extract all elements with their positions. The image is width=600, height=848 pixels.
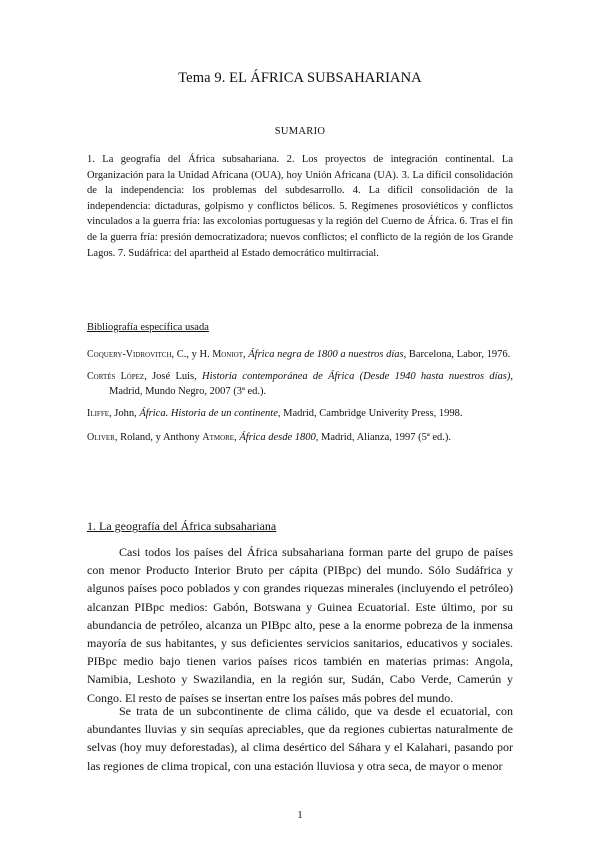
bibliography-publication: , Madrid, Mundo Negro, 2007 (3ª ed.). [109, 371, 514, 397]
bibliography-title: África negra de 1800 a nuestros días [248, 349, 404, 360]
bibliography-title: Historia contemporánea de África (Desde 1940 hasta nuestros días) [202, 371, 511, 382]
bibliography-publication: , Madrid, Alianza, 1997 (5ª ed.). [315, 432, 452, 443]
bibliography-entry [87, 430, 513, 445]
bibliography-author: Cortés López [87, 371, 145, 382]
bibliography-coauthor-rest: , [243, 349, 249, 360]
body-paragraph: Casi todos los países del África subsahariana forman parte del grupo de países con menor Producto Interior Bruto per cápita (PIBpc) del mundo. Sólo Sudáfrica y algunos países poco poblados y con grandes riquezas minerales (incluyendo el petróleo) alcanzan PIBpc medios: Gabón, Botswana y Guinea Ecuatorial. Este último, por su abundancia de petróleo, alcanza un PIBpc alto, pese a la enorme pobreza de la inmensa mayoría de sus habitantes, y sus deficientes servicios sanitarios, educativos y sociales. PIBpc medio bajo tienen varios países ricos también en materias primas: Angola, Namibia, Leshoto y Swazilandia, en la región sur, Sudán, Cabo Verde, Camerún y Congo. El resto de países se insertan entre los países más pobres del mundo. [87, 545, 513, 705]
bibliography-coauthor: Atmore [202, 432, 235, 443]
bibliography-heading: Bibliografía específica usada [87, 322, 209, 333]
bibliography-author-rest: , C., y H. [171, 349, 213, 360]
bibliography-list [87, 347, 513, 454]
bibliography-coauthor: Moniot [212, 349, 244, 360]
bibliography-author: Oliver [87, 432, 115, 443]
summary-text: 1. La geografía del África subsahariana. 2. Los proyectos de integración continental. La Organización para la Unidad Africana (OUA), hoy Unión Africana (UA). 3. La difícil consolidación de la independencia: los problemas del subdesarrollo. 4. La difícil consolidación de la independencia: dictaduras, golpismo y conflictos bélicos. 5. Regímenes prosoviéticos y conflictos vinculados a la guerra fría: las excolonias portuguesas y la región del Cuerno de África. 6. Tras el fin de la guerra fría: presión democratizadora; nuevos conflictos; el conflicto de la región de los Grande Lagos. 7. Sudáfrica: del apartheid al Estado democrático multirracial. [87, 154, 513, 259]
bibliography-title: África desde 1800 [239, 432, 316, 443]
bibliography-title: África. Historia de un continente [139, 408, 278, 419]
bibliography-entry [87, 369, 513, 399]
summary-heading: SUMARIO [274, 126, 326, 137]
bibliography-author: Coquery-Vidrovitch [87, 349, 172, 360]
page-number: 1 [297, 809, 303, 821]
bibliography-author-rest: , Roland, y Anthony [114, 432, 203, 443]
section-heading: 1. La geografía del África subsahariana [87, 519, 277, 533]
bibliography-author: Iliffe [87, 408, 109, 419]
bibliography-publication: , Madrid, Cambridge Univerity Press, 1998. [277, 408, 463, 419]
bibliography-author-rest: , John, [109, 408, 140, 419]
bibliography-coauthor-rest: , [234, 432, 240, 443]
bibliography-entry [87, 406, 513, 421]
body-paragraph: Se trata de un subcontinente de clima cálido, que va desde el ecuatorial, con abundantes lluvias y sin sequías apreciables, que da regiones cubiertas naturalmente de selvas (hoy muy deforestadas), al clima desértico del Sáhara y el Kalahari, pasando por las regiones de clima tropical, con una estación lluviosa y otra seca, de mayor o menor [87, 704, 513, 773]
bibliography-publication: , Barcelona, Labor, 1976. [403, 349, 511, 360]
bibliography-author-rest: , José Luis, [144, 371, 203, 382]
page-title: Tema 9. EL ÁFRICA SUBSAHARIANA [178, 70, 422, 86]
bibliography-entry [87, 347, 513, 362]
